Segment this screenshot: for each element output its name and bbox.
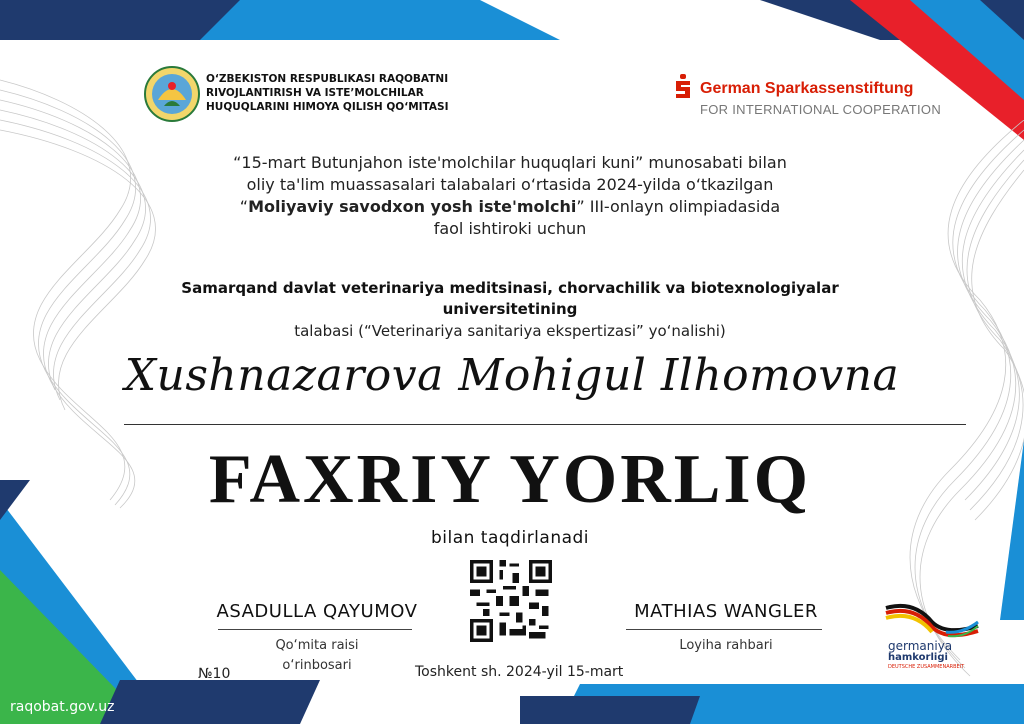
org-line-2: RIVOJLANTIRISH VA ISTE’MOLCHILAR: [206, 87, 424, 99]
olympiad-title: Moliyaviy savodxon yosh iste'molchi: [248, 197, 577, 216]
intro-quote-open: “: [239, 197, 249, 216]
left-role-line-2: o‘rinbosari: [282, 658, 352, 673]
intro-line-2: oliy ta'lim muassasalari talabalari o‘rtasida 2024-yilda o‘tkazilgan: [246, 175, 774, 194]
state-emblem-logo: [144, 66, 200, 122]
qr-code: [470, 560, 552, 642]
right-signature-line: [626, 629, 822, 630]
top-left-corner-decoration: [0, 0, 620, 40]
certificate-number: №10: [198, 666, 231, 682]
name-underline: [124, 424, 966, 425]
germ-line-2: hamkorligi: [888, 652, 948, 663]
germany-cooperation-logo: [884, 602, 980, 676]
university-line-2: universitetining: [442, 300, 578, 318]
germ-line-1: germaniya: [888, 639, 953, 653]
place-and-date: Toshkent sh. 2024-yil 15-mart: [415, 664, 624, 680]
left-signatory-role: [202, 636, 432, 676]
partner-subtitle: FOR INTERNATIONAL COOPERATION: [700, 102, 942, 117]
flag-swoosh-icon: [884, 602, 980, 640]
bottom-right-corner-decoration: [520, 684, 1024, 724]
student-description: talabasi (“Veterinariya sanitariya ekspertizasi” yo‘nalishi): [294, 322, 726, 340]
left-role-line-1: Qo‘mita raisi: [275, 638, 359, 653]
right-signatory-role: Loyiha rahbari: [679, 638, 773, 653]
top-right-corner-decoration: [760, 0, 1024, 140]
germ-line-3: DEUTSCHE ZUSAMMENARBEIT: [888, 664, 965, 670]
left-signatory-name: ASADULLA QAYUMOV: [216, 601, 418, 622]
intro-line-3: [140, 196, 880, 218]
intro-line-3-rest: ” III-onlayn olimpiadasida: [576, 197, 781, 216]
organization-name: [206, 72, 449, 114]
award-title: FAXRIY YORLIQ: [208, 441, 812, 518]
intro-line-1: “15-mart Butunjahon iste'molchilar huquqlari kuni” munosabati bilan: [233, 153, 787, 172]
right-signatory-name: MATHIAS WANGLER: [634, 601, 818, 622]
university-line-1: Samarqand davlat veterinariya meditsinasi, chorvachilik va biotexnologiyalar: [181, 279, 839, 297]
org-line-3: HUQUQLARINI HIMOYA QILISH QO‘MITASI: [206, 101, 449, 113]
website-link[interactable]: raqobat.gov.uz: [10, 699, 115, 715]
award-subtitle: bilan taqdirlanadi: [430, 528, 590, 548]
sparkasse-logo-icon: [672, 74, 694, 98]
intro-line-4: faol ishtiroki uchun: [433, 219, 587, 238]
left-signature-line: [218, 629, 412, 630]
intro-text: [140, 152, 880, 240]
university-name: [140, 278, 880, 320]
partner-name: German Sparkassenstiftung: [700, 80, 914, 97]
recipient-name: Xushnazarova Mohigul Ilhomovna: [124, 350, 900, 401]
org-line-1: O‘ZBEKISTON RESPUBLIKASI RAQOBATNI: [206, 73, 449, 85]
